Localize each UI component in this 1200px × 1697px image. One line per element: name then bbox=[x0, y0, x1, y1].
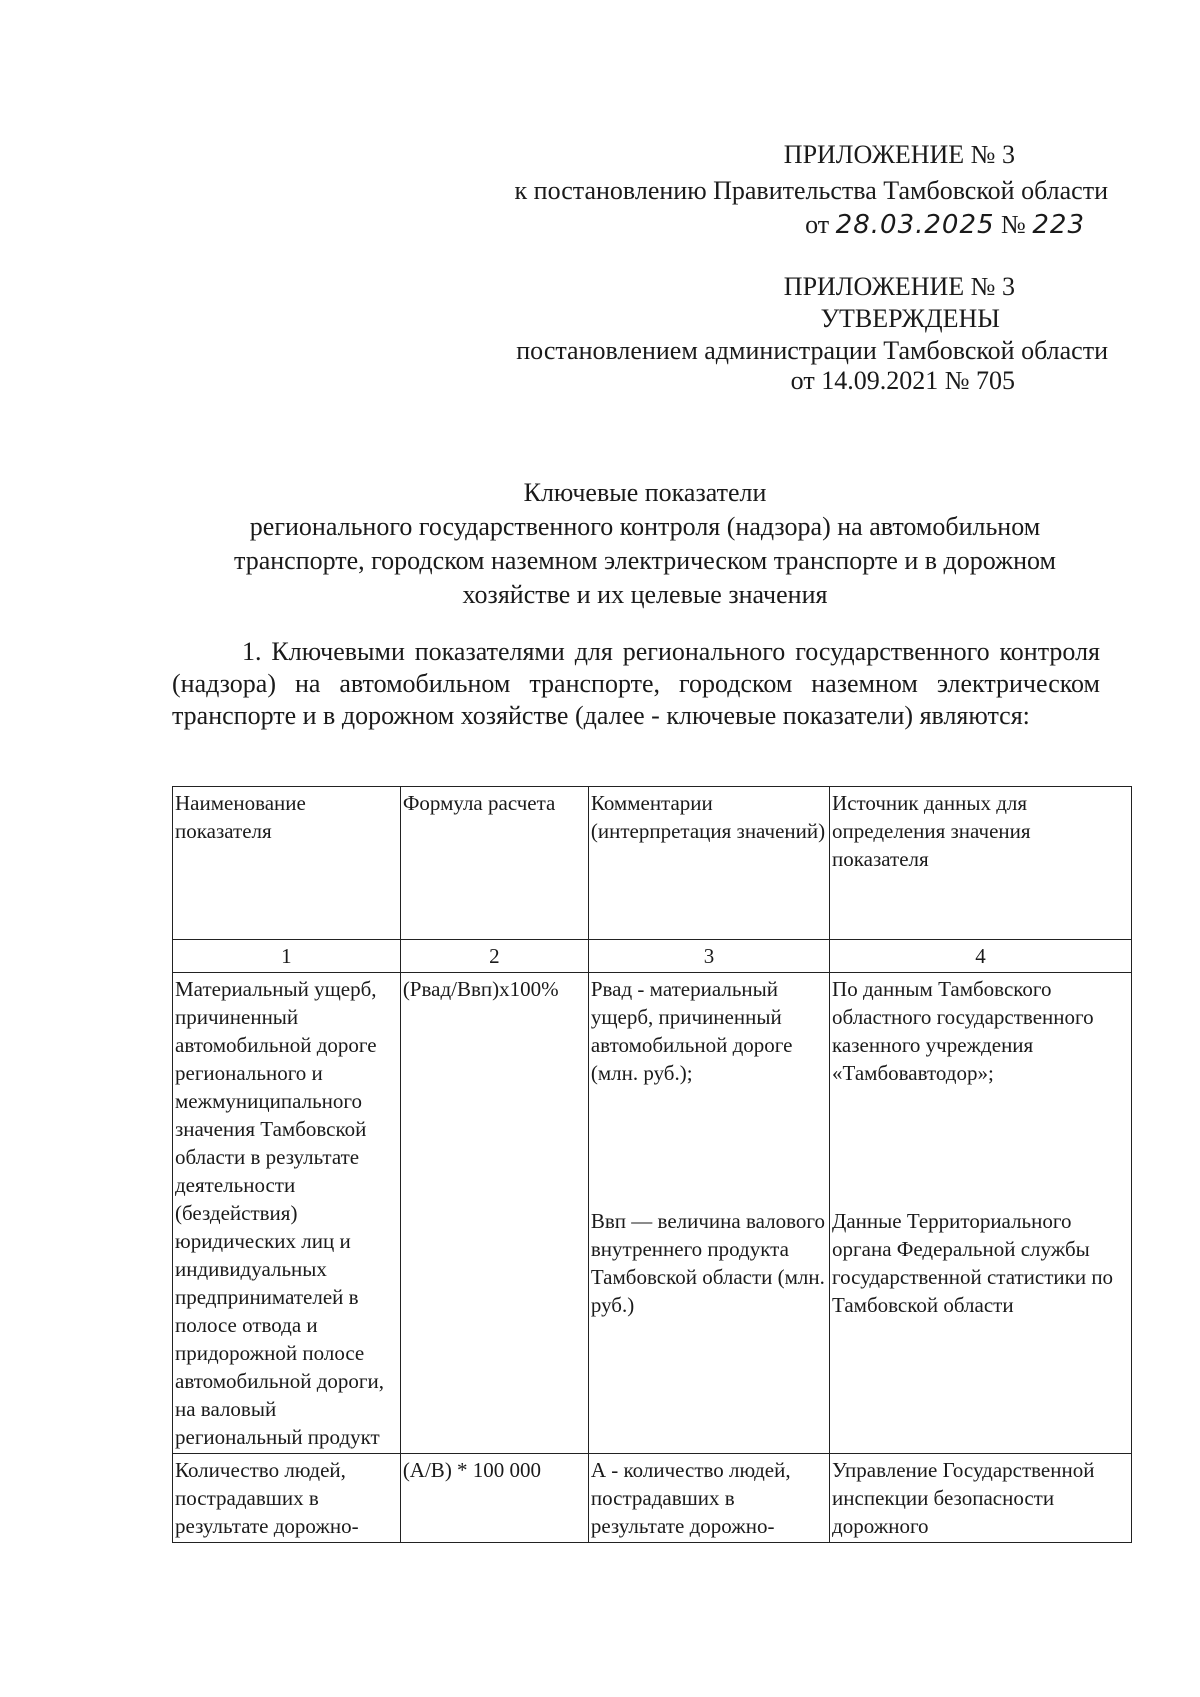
table-row bbox=[173, 973, 1132, 1454]
document-title bbox=[170, 476, 1120, 612]
resolution-date-number bbox=[805, 210, 1085, 240]
header-cell-source: Источник данных для определения значения показателя bbox=[830, 787, 1132, 940]
row1-comment-b: Ввп — величина валового внутреннего продукта Тамбовской области (млн. руб.) bbox=[590, 1209, 825, 1317]
approved-label: УТВЕРЖДЕНЫ bbox=[820, 304, 1000, 333]
row2-source: Управление Государственной инспекции безопасности дорожного bbox=[830, 1454, 1132, 1543]
approved-by: постановлением администрации Тамбовской области bbox=[516, 336, 1108, 365]
column-number-4: 4 bbox=[830, 940, 1132, 973]
row2-formula: (А/В) * 100 000 bbox=[400, 1454, 588, 1543]
resolution-reference: к постановлению Правительства Тамбовской области bbox=[514, 176, 1108, 205]
row1-source bbox=[830, 973, 1132, 1454]
header-cell-formula: Формула расчета bbox=[400, 787, 588, 940]
row1-comment bbox=[588, 973, 829, 1454]
number-label: № bbox=[1001, 210, 1026, 239]
appendix-title-2: ПРИЛОЖЕНИЕ № 3 bbox=[783, 272, 1015, 301]
table-header-row bbox=[173, 787, 1132, 940]
appendix-title: ПРИЛОЖЕНИЕ № 3 bbox=[783, 140, 1015, 169]
approved-date-number: от 14.09.2021 № 705 bbox=[790, 366, 1015, 395]
handwritten-date: 28.03.2025 bbox=[835, 210, 995, 240]
row2-comment: А - количество людей, пострадавших в результате дорожно- bbox=[588, 1454, 829, 1543]
title-line-4: хозяйстве и их целевые значения bbox=[462, 580, 828, 609]
row1-formula: (Рвад/Ввп)х100% bbox=[400, 973, 588, 1454]
header-cell-comments: Комментарии (интерпретация значений) bbox=[588, 787, 829, 940]
row1-name: Материальный ущерб, причиненный автомобильной дороге регионального и межмуниципального значения Тамбовской области в результате деятельности (бездействия) юридических лиц и индивидуальных предпринимателей в полосе отвода и придорожной полосе автомобильной дороги, на валовый региональный продукт bbox=[173, 973, 401, 1454]
handwritten-number: 223 bbox=[1032, 210, 1085, 240]
row1-source-a: По данным Тамбовского областного государственного казенного учреждения «Тамбовавтодор»; bbox=[832, 977, 1094, 1085]
row1-source-b: Данные Территориального органа Федеральной службы государственной статистики по Тамбовской области bbox=[832, 1209, 1114, 1317]
intro-paragraph: 1. Ключевыми показателями для регионального государственного контроля (надзора) на автомобильном транспорте, городском наземном электрическом транспорте и в дорожном хозяйстве (далее - ключевые показатели) являются: bbox=[172, 637, 1100, 730]
row2-name: Количество людей, пострадавших в результате дорожно- bbox=[173, 1454, 401, 1543]
indicators-table bbox=[172, 786, 1132, 1543]
from-label: от bbox=[805, 210, 830, 239]
table-row bbox=[173, 1454, 1132, 1543]
title-line-3: транспорте, городском наземном электрическом транспорте и в дорожном bbox=[234, 546, 1056, 575]
column-number-3: 3 bbox=[588, 940, 829, 973]
title-line-1: Ключевые показатели bbox=[523, 478, 767, 507]
column-number-2: 2 bbox=[400, 940, 588, 973]
header-cell-name: Наименование показателя bbox=[173, 787, 401, 940]
title-line-2: регионального государственного контроля (надзора) на автомобильном bbox=[249, 512, 1041, 541]
row1-comment-a: Рвад - материальный ущерб, причиненный автомобильной дороге (млн. руб.); bbox=[590, 977, 793, 1085]
column-number-1: 1 bbox=[173, 940, 401, 973]
table-number-row bbox=[173, 940, 1132, 973]
